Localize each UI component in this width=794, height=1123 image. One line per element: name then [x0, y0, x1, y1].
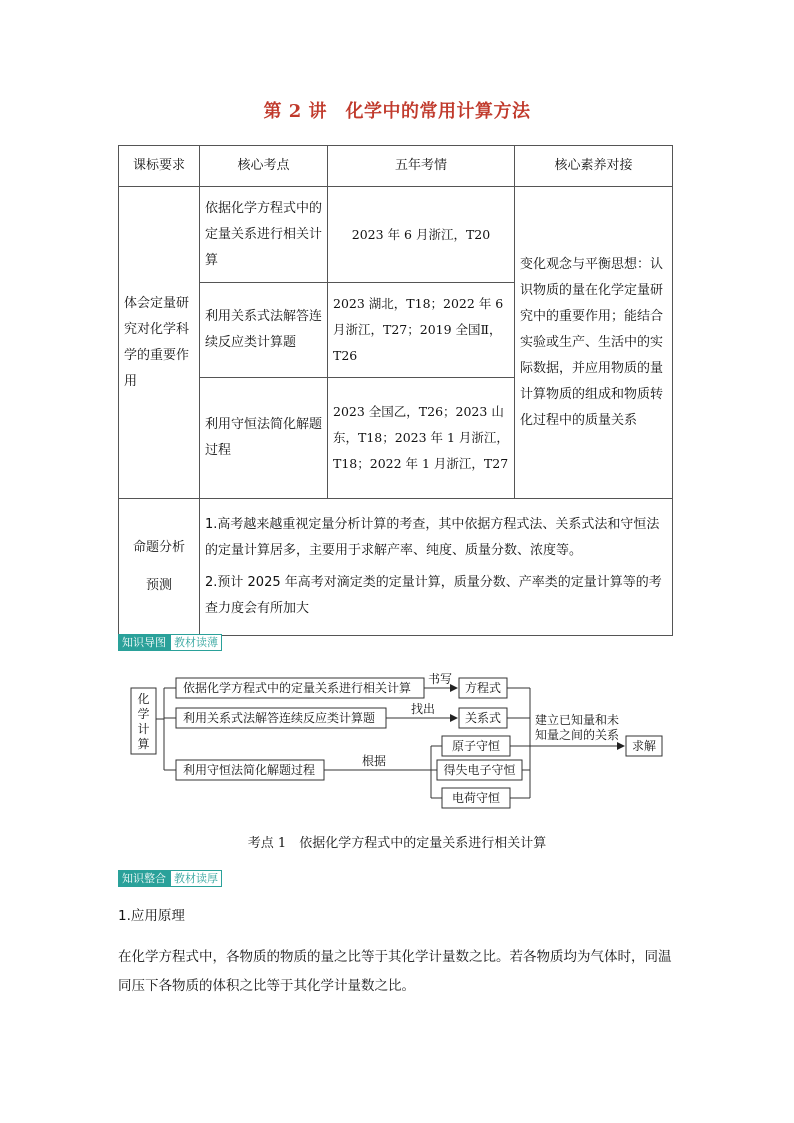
analysis-item: 1.高考越来越重视定量分析计算的考查，其中依据方程式法、关系式法和守恒法的定量计算居多，主要用于求解产率、纯度、质量分数、浓度等。 — [205, 517, 660, 558]
final-label: 求解 — [631, 739, 657, 753]
tag-secondary: 教材读厚 — [170, 870, 222, 887]
result-label: 方程式 — [464, 681, 502, 695]
conservation-label: 原子守恒 — [451, 739, 501, 753]
header-cell: 五年考情 — [328, 146, 515, 187]
conservation-label: 电荷守恒 — [451, 791, 501, 805]
lecture-number: 第 2 讲 — [263, 101, 328, 122]
exam-cell: 2023 年 6 月浙江，T20 — [328, 187, 515, 283]
root-char: 计 — [137, 722, 150, 736]
analysis-label: 命题分析 — [132, 540, 185, 555]
root-char: 化 — [137, 692, 150, 706]
literacy-cell: 变化观念与平衡思想：认识物质的量在化学定量研究中的重要作用；能结合实验或生产、生活中的实际数据，并应用物质的量计算物质的组成和物质转化过程中的质量关系 — [515, 187, 673, 499]
point-cell: 利用守恒法简化解题过程 — [200, 378, 328, 499]
exam-cell: 2023 湖北，T18；2022 年 6 月浙江，T27；2019 全国Ⅱ，T26 — [328, 283, 515, 378]
header-cell: 课标要求 — [119, 146, 200, 187]
section-title: 考点 1 依据化学方程式中的定量关系进行相关计算 — [247, 836, 547, 851]
verb-label: 书写 — [427, 672, 453, 686]
method-label: 依据化学方程式中的定量关系进行相关计算 — [183, 681, 412, 695]
method-label: 利用守恒法简化解题过程 — [183, 763, 316, 777]
analysis-item: 2.预计 2025 年高考对滴定类的定量计算，质量分数、产率类的定量计算等的考查力度会有所加大 — [205, 575, 662, 616]
header-cell: 核心考点 — [200, 146, 328, 187]
header-cell: 核心素养对接 — [515, 146, 673, 187]
knowledge-integrate-tag — [118, 870, 222, 887]
principle-text: 在化学方程式中，各物质的物质的量之比等于其化学计量数之比。若各物质均为气体时，同温同压下各物质的体积之比等于其化学计量数之比。 — [118, 949, 672, 994]
root-char: 算 — [137, 737, 150, 751]
tag-primary: 知识整合 — [118, 870, 170, 887]
bridge-label: 知量之间的关系 — [534, 728, 620, 742]
point-cell: 利用关系式法解答连续反应类计算题 — [200, 283, 328, 378]
conservation-label: 得失电子守恒 — [443, 763, 516, 777]
tag-secondary: 教材读薄 — [170, 634, 222, 651]
result-label: 关系式 — [464, 711, 502, 725]
lecture-name: 化学中的常用计算方法 — [345, 101, 531, 122]
verb-label: 根据 — [361, 754, 387, 768]
tag-primary: 知识导图 — [118, 634, 170, 651]
requirement-cell: 体会定量研究对化学科学的重要作用 — [119, 187, 200, 499]
method-label: 利用关系式法解答连续反应类计算题 — [183, 711, 376, 725]
root-char: 学 — [137, 707, 150, 721]
bridge-label: 建立已知量和未 — [534, 713, 620, 727]
exam-cell: 2023 全国乙，T26；2023 山东，T18；2023 年 1 月浙江，T18；2022 年 1 月浙江，T27 — [328, 378, 515, 499]
analysis-label: 预测 — [145, 578, 172, 593]
verb-label: 找出 — [410, 702, 436, 716]
point-cell: 依据化学方程式中的定量关系进行相关计算 — [200, 187, 328, 283]
principle-heading: 1.应用原理 — [118, 908, 185, 924]
